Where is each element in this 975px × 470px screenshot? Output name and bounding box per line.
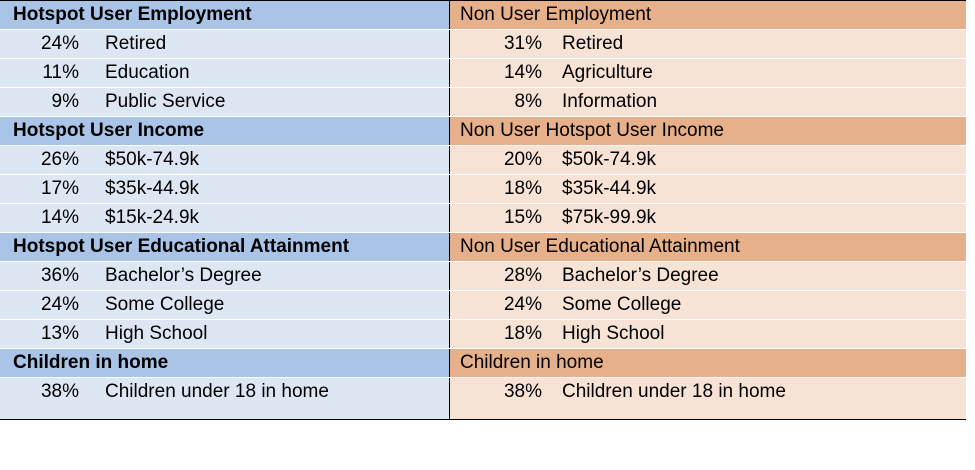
right-label: Some College (562, 294, 682, 315)
left-percent: 26% (40, 149, 79, 170)
table-row (0, 175, 966, 204)
right-percent: 28% (503, 265, 542, 286)
table-row (0, 320, 966, 349)
left-percent: 36% (40, 265, 79, 286)
hotspot-user-education-header: Hotspot User Educational Attainment (0, 233, 450, 261)
right-percent: 18% (503, 323, 542, 344)
right-label: $35k-44.9k (562, 178, 657, 199)
table-row (0, 146, 966, 175)
right-percent: 20% (503, 149, 542, 170)
table-row (0, 59, 966, 88)
non-user-education-header: Non User Educational Attainment (450, 233, 966, 261)
right-percent: 24% (503, 294, 542, 315)
table-row (0, 378, 966, 419)
left-percent: 24% (40, 33, 79, 54)
right-percent: 38% (503, 381, 542, 402)
left-label: $50k-74.9k (105, 149, 200, 170)
section-header-children (0, 349, 966, 378)
right-label: Children under 18 in home (562, 381, 786, 402)
table-row (0, 30, 966, 59)
non-user-income-header: Non User Hotspot User Income (450, 117, 966, 145)
table-row (0, 291, 966, 320)
left-percent: 11% (42, 62, 79, 83)
left-label: $15k-24.9k (105, 207, 200, 228)
right-percent: 14% (503, 62, 542, 83)
right-label: Agriculture (562, 62, 653, 83)
hotspot-user-employment-header: Hotspot User Employment (0, 1, 450, 29)
table-row (0, 88, 966, 117)
table-row (0, 204, 966, 233)
right-label: High School (562, 323, 665, 344)
left-percent: 38% (40, 381, 79, 402)
left-percent: 24% (40, 294, 79, 315)
non-user-employment-header: Non User Employment (450, 1, 966, 29)
right-label: $50k-74.9k (562, 149, 657, 170)
section-header-education (0, 233, 966, 262)
right-label: Information (562, 91, 658, 112)
left-label: Public Service (105, 91, 226, 112)
right-percent: 18% (503, 178, 542, 199)
right-label: $75k-99.9k (562, 207, 657, 228)
section-header-income (0, 117, 966, 146)
hotspot-user-income-header: Hotspot User Income (0, 117, 450, 145)
table-row (0, 262, 966, 291)
left-percent: 9% (51, 91, 79, 112)
left-label: $35k-44.9k (105, 178, 200, 199)
left-label: Education (105, 62, 190, 83)
hotspot-user-children-header: Children in home (0, 349, 450, 377)
right-percent: 15% (503, 207, 542, 228)
right-label: Retired (562, 33, 624, 54)
right-percent: 8% (514, 91, 542, 112)
left-percent: 17% (40, 178, 79, 199)
left-percent: 13% (40, 323, 79, 344)
left-label: Some College (105, 294, 225, 315)
left-percent: 14% (40, 207, 79, 228)
right-label: Bachelor’s Degree (562, 265, 719, 286)
non-user-children-header: Children in home (450, 349, 966, 377)
section-header-employment (0, 1, 966, 30)
left-label: Bachelor’s Degree (105, 265, 262, 286)
left-label: High School (105, 323, 208, 344)
left-label: Retired (105, 33, 167, 54)
right-percent: 31% (503, 33, 542, 54)
left-label: Children under 18 in home (105, 381, 329, 402)
